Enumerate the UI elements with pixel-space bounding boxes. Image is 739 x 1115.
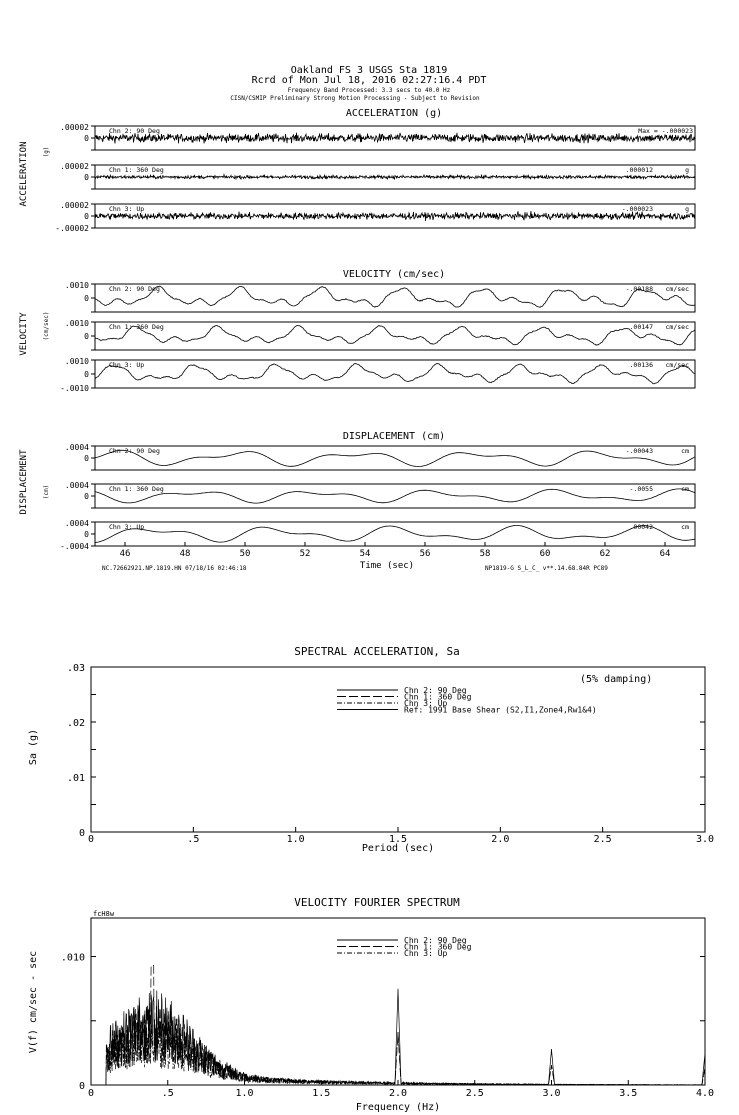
vf-title: VELOCITY FOURIER SPECTRUM <box>294 896 460 909</box>
y-tick-label: 0 <box>84 173 89 182</box>
peak-value-label: .00136 <box>629 361 653 369</box>
processing-note: CISN/CSMIP Preliminary Strong Motion Processing - Subject to Revision <box>230 95 480 102</box>
trace-frame <box>95 484 695 508</box>
vf-x-tick-label: 3.0 <box>542 1088 561 1099</box>
sa-x-tick-label: 2.0 <box>491 834 510 845</box>
y-tick-label: .0010 <box>64 319 89 328</box>
vf-legend-label: Chn 3: Up <box>404 949 448 958</box>
channel-label: Chn 3: Up <box>109 361 145 369</box>
velocity-fourier-spectrum-chart <box>28 896 714 1113</box>
sa-x-tick-label: 0 <box>87 834 95 845</box>
y-tick-label: .0004 <box>64 443 89 452</box>
sa-title: SPECTRAL ACCELERATION, Sa <box>294 645 460 658</box>
peak-value-label: -.000023 <box>621 205 653 213</box>
sa-x-tick-label: .5 <box>187 834 200 845</box>
peak-unit-label: g <box>685 166 689 174</box>
x-tick-label: 62 <box>599 549 611 559</box>
x-tick-label: 50 <box>239 549 251 559</box>
sa-xlabel: Period (sec) <box>361 843 435 854</box>
acceleration-panel <box>19 108 695 233</box>
peak-unit-label: cm/sec <box>665 361 689 369</box>
acceleration-ylabel: ACCELERATION <box>19 141 29 207</box>
x-tick-label: 52 <box>299 549 311 559</box>
x-tick-label: 48 <box>179 549 191 559</box>
vf-x-tick-label: 3.5 <box>619 1088 638 1099</box>
trace-line <box>95 286 695 307</box>
channel-label: Chn 1: 360 Deg <box>109 485 164 493</box>
trace-line <box>95 211 695 221</box>
vf-x-tick-label: .5 <box>161 1088 174 1099</box>
channel-label: Chn 2: 90 Deg <box>109 127 160 135</box>
damping-annotation: (5% damping) <box>580 674 653 685</box>
x-tick-label: 58 <box>479 549 491 559</box>
vf-y-tick-label: 0 <box>78 1081 85 1092</box>
x-tick-label: 64 <box>659 549 671 559</box>
peak-unit-label: cm/sec <box>665 285 689 293</box>
acceleration-units: (g) <box>43 146 50 158</box>
vf-x-tick-label: 2.5 <box>465 1088 484 1099</box>
y-tick-label: 0 <box>84 332 89 341</box>
peak-value-label: -.00188 <box>625 285 653 293</box>
peak-value-label: -.00043 <box>625 447 653 455</box>
y-tick-label: 0 <box>84 134 89 143</box>
vf-x-tick-label: 1.0 <box>235 1088 254 1099</box>
channel-label: Chn 3: Up <box>109 205 145 213</box>
sa-x-tick-label: 1.5 <box>388 834 408 845</box>
displacement-units: (cm) <box>43 484 50 500</box>
sa-legend-label: Chn 2: 90 Deg <box>404 686 467 695</box>
channel-label: Chn 1: 360 Deg <box>109 323 164 331</box>
y-tick-label: .0004 <box>64 481 89 490</box>
y-tick-label: .0010 <box>64 281 89 290</box>
y-tick-label: -.0010 <box>60 384 89 393</box>
channel-label: Chn 2: 90 Deg <box>109 447 160 455</box>
y-tick-label: -.00002 <box>55 224 89 233</box>
y-tick-label: .00002 <box>60 162 89 171</box>
trace-line <box>95 489 695 503</box>
channel-label: Chn 1: 360 Deg <box>109 166 164 174</box>
velocity-title: VELOCITY (cm/sec) <box>342 269 446 280</box>
vf-x-tick-label: 0 <box>87 1088 95 1099</box>
vf-legend-label: Chn 1: 360 Deg <box>404 942 472 952</box>
y-tick-label: 0 <box>84 454 89 463</box>
displacement-title: DISPLACEMENT (cm) <box>342 431 446 442</box>
y-tick-label: .0010 <box>64 357 89 366</box>
trace-line <box>95 326 695 346</box>
trace-line <box>95 526 695 543</box>
sa-y-tick-label: .03 <box>66 663 85 674</box>
peak-value-label: Max = -.000023 <box>638 127 693 135</box>
record-id-footer: NC.72662921.NP.1819.HN 07/18/16 02:46:18 <box>102 565 247 572</box>
vf-legend-label: Chn 2: 90 Deg <box>404 936 467 945</box>
vf-x-tick-label: 1.5 <box>312 1088 331 1099</box>
frequency-band: Frequency Band Processed: 3.3 secs to 40.0 Hz <box>287 87 451 94</box>
sa-x-tick-label: 2.5 <box>593 834 612 845</box>
spectral-acceleration-chart <box>28 645 714 854</box>
velocity-ylabel: VELOCITY <box>19 312 29 356</box>
x-tick-label: 60 <box>539 549 551 559</box>
trace-line <box>95 363 695 383</box>
vf-x-tick-label: 2.0 <box>388 1088 408 1099</box>
velocity-panel <box>19 269 695 393</box>
y-tick-label: 0 <box>84 212 89 221</box>
peak-unit-label: cm/sec <box>665 323 689 331</box>
station-title: Oakland FS 3 USGS Sta 1819 <box>290 65 448 76</box>
channel-label: Chn 2: 90 Deg <box>109 285 160 293</box>
vf-x-tick-label: 4.0 <box>695 1088 715 1099</box>
vf-corner-label: fcH8w <box>93 910 115 918</box>
x-tick-label: 56 <box>419 549 431 559</box>
velocity-units: (cm/sec) <box>43 311 50 341</box>
trace-line <box>95 450 695 466</box>
peak-value-label: .00042 <box>629 523 653 531</box>
sa-x-tick-label: 3.0 <box>695 834 715 845</box>
acceleration-title: ACCELERATION (g) <box>345 108 443 119</box>
sa-y-tick-label: .02 <box>66 718 85 729</box>
channel-label: Chn 3: Up <box>109 523 145 531</box>
y-tick-label: 0 <box>84 294 89 303</box>
y-tick-label: 0 <box>84 530 89 539</box>
y-tick-label: .00002 <box>60 201 89 210</box>
vf-ylabel: V(f) cm/sec - sec <box>28 950 39 1054</box>
peak-value-label: .00147 <box>629 323 653 331</box>
peak-unit-label: cm <box>681 523 689 531</box>
sa-ylabel: Sa (g) <box>28 728 39 766</box>
vf-y-tick-label: .010 <box>60 952 85 964</box>
sa-y-tick-label: .01 <box>66 773 85 784</box>
displacement-ylabel: DISPLACEMENT <box>19 449 29 515</box>
peak-value-label: -.0055 <box>629 485 653 493</box>
y-tick-label: -.0004 <box>60 542 89 551</box>
displacement-panel <box>19 431 695 572</box>
sa-x-tick-label: 1.0 <box>286 834 305 845</box>
y-tick-label: .00002 <box>60 123 89 132</box>
time-axis-label: Time (sec) <box>359 561 415 571</box>
sa-legend-label: Chn 3: Up <box>404 699 448 708</box>
y-tick-label: .0004 <box>64 519 89 528</box>
processing-id-footer: NP1819-G S_L_C_ v**.14.68.84R PC89 <box>485 565 608 572</box>
vf-xlabel: Frequency (Hz) <box>355 1102 441 1113</box>
sa-legend-label: Chn 1: 360 Deg <box>404 692 472 702</box>
peak-unit-label: g <box>685 205 689 213</box>
sa-legend-label: Ref: 1991 Base Shear (S2,I1,Zone4,Rw1&4) <box>404 705 597 715</box>
peak-unit-label: cm <box>681 447 689 455</box>
trace-line <box>95 175 695 180</box>
trace-frame <box>95 284 695 312</box>
trace-line <box>95 133 695 144</box>
y-tick-label: 0 <box>84 370 89 379</box>
peak-unit-label: cm <box>681 485 689 493</box>
x-tick-label: 46 <box>119 549 131 559</box>
peak-value-label: .000012 <box>625 166 653 174</box>
record-title: Rcrd of Mon Jul 18, 2016 02:27:16.4 PDT <box>251 75 487 86</box>
sa-plot-frame <box>91 667 705 832</box>
x-tick-label: 54 <box>359 549 371 559</box>
y-tick-label: 0 <box>84 492 89 501</box>
sa-y-tick-label: 0 <box>78 828 85 839</box>
